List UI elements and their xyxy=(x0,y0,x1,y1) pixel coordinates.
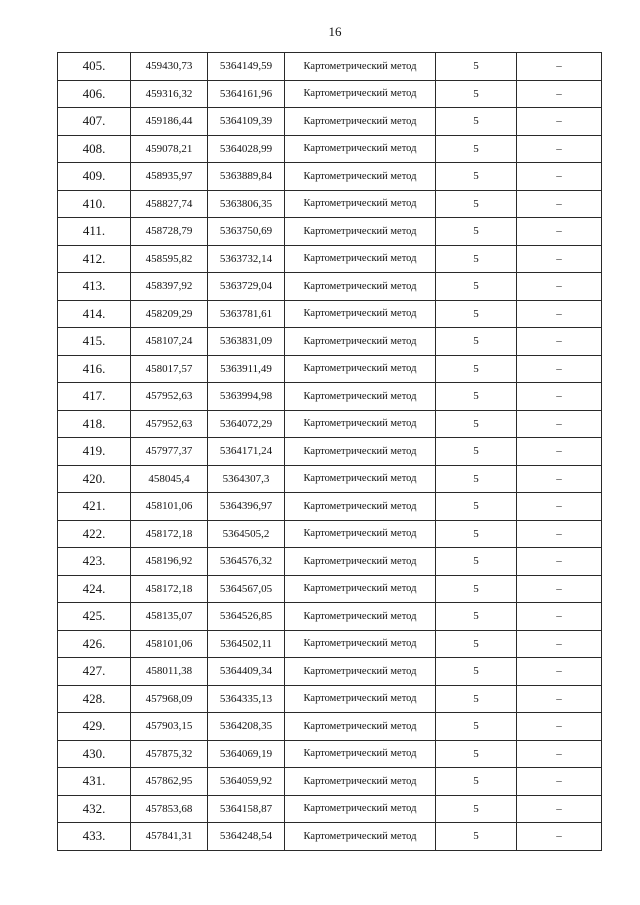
point-number-cell: 420. xyxy=(58,465,131,493)
y-coordinate-cell: 5364526,85 xyxy=(208,603,285,631)
y-coordinate-cell: 5363806,35 xyxy=(208,190,285,218)
description-cell: – xyxy=(517,410,602,438)
page-number: 16 xyxy=(328,24,342,39)
point-number-cell: 413. xyxy=(58,273,131,301)
description-cell: – xyxy=(517,685,602,713)
accuracy-cell: 5 xyxy=(436,135,517,163)
description-cell: – xyxy=(517,630,602,658)
accuracy-cell: 5 xyxy=(436,685,517,713)
method-cell: Картометрический метод xyxy=(285,575,436,603)
table-row xyxy=(58,245,602,273)
y-coordinate-cell: 5364307,3 xyxy=(208,465,285,493)
table-row xyxy=(58,658,602,686)
x-coordinate-cell: 458017,57 xyxy=(131,355,208,383)
description-cell: – xyxy=(517,80,602,108)
y-coordinate-cell: 5364409,34 xyxy=(208,658,285,686)
point-number-cell: 407. xyxy=(58,108,131,136)
y-coordinate-cell: 5363750,69 xyxy=(208,218,285,246)
accuracy-cell: 5 xyxy=(436,108,517,136)
y-coordinate-cell: 5364149,59 xyxy=(208,53,285,81)
y-coordinate-cell: 5364158,87 xyxy=(208,795,285,823)
accuracy-cell: 5 xyxy=(436,328,517,356)
x-coordinate-cell: 459078,21 xyxy=(131,135,208,163)
x-coordinate-cell: 457862,95 xyxy=(131,768,208,796)
accuracy-cell: 5 xyxy=(436,245,517,273)
description-cell: – xyxy=(517,300,602,328)
point-number-cell: 408. xyxy=(58,135,131,163)
x-coordinate-cell: 458172,18 xyxy=(131,575,208,603)
point-number-cell: 412. xyxy=(58,245,131,273)
table-row xyxy=(58,383,602,411)
x-coordinate-cell: 458595,82 xyxy=(131,245,208,273)
table-row xyxy=(58,685,602,713)
method-cell: Картометрический метод xyxy=(285,520,436,548)
description-cell: – xyxy=(517,163,602,191)
accuracy-cell: 5 xyxy=(436,603,517,631)
table-row xyxy=(58,328,602,356)
table-row xyxy=(58,823,602,851)
method-cell: Картометрический метод xyxy=(285,53,436,81)
table-row xyxy=(58,135,602,163)
accuracy-cell: 5 xyxy=(436,575,517,603)
x-coordinate-cell: 457903,15 xyxy=(131,713,208,741)
y-coordinate-cell: 5364248,54 xyxy=(208,823,285,851)
accuracy-cell: 5 xyxy=(436,80,517,108)
x-coordinate-cell: 457977,37 xyxy=(131,438,208,466)
y-coordinate-cell: 5363911,49 xyxy=(208,355,285,383)
method-cell: Картометрический метод xyxy=(285,548,436,576)
method-cell: Картометрический метод xyxy=(285,328,436,356)
method-cell: Картометрический метод xyxy=(285,630,436,658)
y-coordinate-cell: 5364072,29 xyxy=(208,410,285,438)
table-row xyxy=(58,438,602,466)
point-number-cell: 410. xyxy=(58,190,131,218)
table-row xyxy=(58,410,602,438)
accuracy-cell: 5 xyxy=(436,355,517,383)
table-row xyxy=(58,80,602,108)
description-cell: – xyxy=(517,328,602,356)
accuracy-cell: 5 xyxy=(436,823,517,851)
coordinates-table-body xyxy=(58,53,602,851)
description-cell: – xyxy=(517,548,602,576)
x-coordinate-cell: 458827,74 xyxy=(131,190,208,218)
x-coordinate-cell: 458101,06 xyxy=(131,630,208,658)
y-coordinate-cell: 5363781,61 xyxy=(208,300,285,328)
accuracy-cell: 5 xyxy=(436,658,517,686)
description-cell: – xyxy=(517,493,602,521)
accuracy-cell: 5 xyxy=(436,438,517,466)
table-row xyxy=(58,603,602,631)
table-row xyxy=(58,218,602,246)
coordinates-table xyxy=(57,52,602,851)
y-coordinate-cell: 5364505,2 xyxy=(208,520,285,548)
accuracy-cell: 5 xyxy=(436,383,517,411)
y-coordinate-cell: 5364576,32 xyxy=(208,548,285,576)
x-coordinate-cell: 457968,09 xyxy=(131,685,208,713)
x-coordinate-cell: 458107,24 xyxy=(131,328,208,356)
y-coordinate-cell: 5363729,04 xyxy=(208,273,285,301)
description-cell: – xyxy=(517,273,602,301)
table-row xyxy=(58,300,602,328)
point-number-cell: 417. xyxy=(58,383,131,411)
table-row xyxy=(58,273,602,301)
method-cell: Картометрический метод xyxy=(285,163,436,191)
y-coordinate-cell: 5363994,98 xyxy=(208,383,285,411)
y-coordinate-cell: 5364109,39 xyxy=(208,108,285,136)
method-cell: Картометрический метод xyxy=(285,658,436,686)
x-coordinate-cell: 457952,63 xyxy=(131,383,208,411)
description-cell: – xyxy=(517,658,602,686)
accuracy-cell: 5 xyxy=(436,520,517,548)
description-cell: – xyxy=(517,795,602,823)
x-coordinate-cell: 457952,63 xyxy=(131,410,208,438)
point-number-cell: 424. xyxy=(58,575,131,603)
method-cell: Картометрический метод xyxy=(285,740,436,768)
x-coordinate-cell: 459430,73 xyxy=(131,53,208,81)
method-cell: Картометрический метод xyxy=(285,218,436,246)
y-coordinate-cell: 5364028,99 xyxy=(208,135,285,163)
x-coordinate-cell: 457875,32 xyxy=(131,740,208,768)
point-number-cell: 415. xyxy=(58,328,131,356)
point-number-cell: 416. xyxy=(58,355,131,383)
table-row xyxy=(58,768,602,796)
point-number-cell: 406. xyxy=(58,80,131,108)
method-cell: Картометрический метод xyxy=(285,80,436,108)
table-row xyxy=(58,548,602,576)
description-cell: – xyxy=(517,108,602,136)
x-coordinate-cell: 458172,18 xyxy=(131,520,208,548)
accuracy-cell: 5 xyxy=(436,465,517,493)
y-coordinate-cell: 5364396,97 xyxy=(208,493,285,521)
y-coordinate-cell: 5363732,14 xyxy=(208,245,285,273)
point-number-cell: 433. xyxy=(58,823,131,851)
y-coordinate-cell: 5364161,96 xyxy=(208,80,285,108)
y-coordinate-cell: 5364335,13 xyxy=(208,685,285,713)
description-cell: – xyxy=(517,190,602,218)
point-number-cell: 409. xyxy=(58,163,131,191)
method-cell: Картометрический метод xyxy=(285,273,436,301)
x-coordinate-cell: 458397,92 xyxy=(131,273,208,301)
table-row xyxy=(58,190,602,218)
accuracy-cell: 5 xyxy=(436,713,517,741)
x-coordinate-cell: 458728,79 xyxy=(131,218,208,246)
method-cell: Картометрический метод xyxy=(285,190,436,218)
y-coordinate-cell: 5364208,35 xyxy=(208,713,285,741)
point-number-cell: 429. xyxy=(58,713,131,741)
method-cell: Картометрический метод xyxy=(285,108,436,136)
table-row xyxy=(58,713,602,741)
accuracy-cell: 5 xyxy=(436,410,517,438)
method-cell: Картометрический метод xyxy=(285,795,436,823)
point-number-cell: 414. xyxy=(58,300,131,328)
x-coordinate-cell: 458135,07 xyxy=(131,603,208,631)
method-cell: Картометрический метод xyxy=(285,465,436,493)
accuracy-cell: 5 xyxy=(436,795,517,823)
y-coordinate-cell: 5364069,19 xyxy=(208,740,285,768)
accuracy-cell: 5 xyxy=(436,548,517,576)
point-number-cell: 423. xyxy=(58,548,131,576)
point-number-cell: 432. xyxy=(58,795,131,823)
accuracy-cell: 5 xyxy=(436,630,517,658)
y-coordinate-cell: 5363889,84 xyxy=(208,163,285,191)
description-cell: – xyxy=(517,245,602,273)
description-cell: – xyxy=(517,438,602,466)
point-number-cell: 427. xyxy=(58,658,131,686)
description-cell: – xyxy=(517,575,602,603)
description-cell: – xyxy=(517,603,602,631)
method-cell: Картометрический метод xyxy=(285,713,436,741)
point-number-cell: 425. xyxy=(58,603,131,631)
accuracy-cell: 5 xyxy=(436,218,517,246)
point-number-cell: 418. xyxy=(58,410,131,438)
table-row xyxy=(58,355,602,383)
description-cell: – xyxy=(517,53,602,81)
accuracy-cell: 5 xyxy=(436,300,517,328)
method-cell: Картометрический метод xyxy=(285,603,436,631)
table-row xyxy=(58,575,602,603)
x-coordinate-cell: 459316,32 xyxy=(131,80,208,108)
point-number-cell: 428. xyxy=(58,685,131,713)
table-row xyxy=(58,53,602,81)
accuracy-cell: 5 xyxy=(436,273,517,301)
method-cell: Картометрический метод xyxy=(285,685,436,713)
accuracy-cell: 5 xyxy=(436,190,517,218)
x-coordinate-cell: 457841,31 xyxy=(131,823,208,851)
description-cell: – xyxy=(517,355,602,383)
description-cell: – xyxy=(517,218,602,246)
point-number-cell: 405. xyxy=(58,53,131,81)
x-coordinate-cell: 458045,4 xyxy=(131,465,208,493)
method-cell: Картометрический метод xyxy=(285,768,436,796)
y-coordinate-cell: 5364502,11 xyxy=(208,630,285,658)
point-number-cell: 421. xyxy=(58,493,131,521)
method-cell: Картометрический метод xyxy=(285,493,436,521)
description-cell: – xyxy=(517,740,602,768)
description-cell: – xyxy=(517,135,602,163)
method-cell: Картометрический метод xyxy=(285,135,436,163)
method-cell: Картометрический метод xyxy=(285,355,436,383)
x-coordinate-cell: 459186,44 xyxy=(131,108,208,136)
point-number-cell: 431. xyxy=(58,768,131,796)
method-cell: Картометрический метод xyxy=(285,300,436,328)
accuracy-cell: 5 xyxy=(436,740,517,768)
point-number-cell: 411. xyxy=(58,218,131,246)
y-coordinate-cell: 5364567,05 xyxy=(208,575,285,603)
y-coordinate-cell: 5364171,24 xyxy=(208,438,285,466)
method-cell: Картометрический метод xyxy=(285,823,436,851)
method-cell: Картометрический метод xyxy=(285,383,436,411)
table-row xyxy=(58,630,602,658)
table-row xyxy=(58,493,602,521)
accuracy-cell: 5 xyxy=(436,163,517,191)
x-coordinate-cell: 458935,97 xyxy=(131,163,208,191)
x-coordinate-cell: 457853,68 xyxy=(131,795,208,823)
table-row xyxy=(58,520,602,548)
method-cell: Картометрический метод xyxy=(285,438,436,466)
table-row xyxy=(58,740,602,768)
description-cell: – xyxy=(517,465,602,493)
table-row xyxy=(58,465,602,493)
accuracy-cell: 5 xyxy=(436,53,517,81)
point-number-cell: 430. xyxy=(58,740,131,768)
description-cell: – xyxy=(517,713,602,741)
table-row xyxy=(58,108,602,136)
table-row xyxy=(58,795,602,823)
point-number-cell: 426. xyxy=(58,630,131,658)
accuracy-cell: 5 xyxy=(436,493,517,521)
table-row xyxy=(58,163,602,191)
method-cell: Картометрический метод xyxy=(285,410,436,438)
x-coordinate-cell: 458011,38 xyxy=(131,658,208,686)
description-cell: – xyxy=(517,520,602,548)
x-coordinate-cell: 458209,29 xyxy=(131,300,208,328)
x-coordinate-cell: 458196,92 xyxy=(131,548,208,576)
method-cell: Картометрический метод xyxy=(285,245,436,273)
description-cell: – xyxy=(517,768,602,796)
y-coordinate-cell: 5363831,09 xyxy=(208,328,285,356)
accuracy-cell: 5 xyxy=(436,768,517,796)
description-cell: – xyxy=(517,823,602,851)
x-coordinate-cell: 458101,06 xyxy=(131,493,208,521)
point-number-cell: 419. xyxy=(58,438,131,466)
point-number-cell: 422. xyxy=(58,520,131,548)
description-cell: – xyxy=(517,383,602,411)
y-coordinate-cell: 5364059,92 xyxy=(208,768,285,796)
